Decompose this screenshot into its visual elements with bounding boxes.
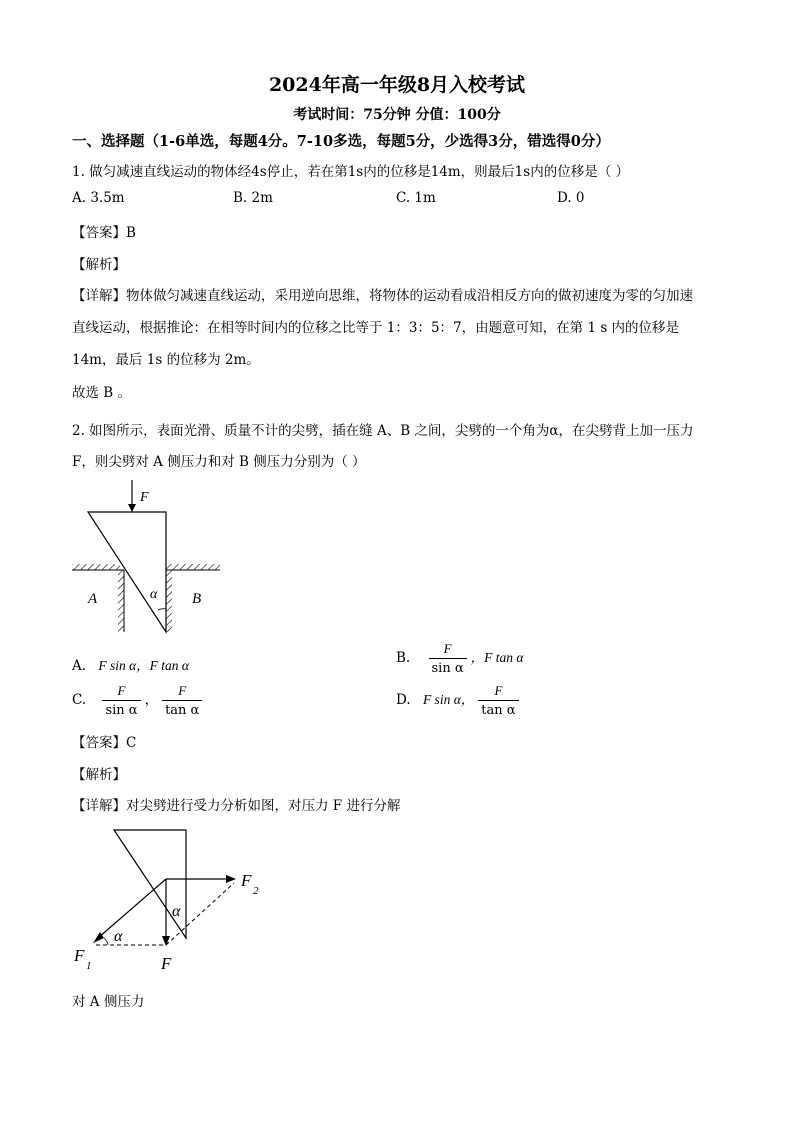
q2-option-b <box>396 642 523 675</box>
f1-arrow <box>98 879 166 938</box>
f1-label: F <box>74 946 85 965</box>
q1-option-a: A. 3.5m <box>72 190 125 206</box>
q2-option-c-numerator-2: F <box>178 683 187 698</box>
angle-arc-bottom <box>104 938 108 945</box>
q2-stem-line-2: F，则尖劈对 A 侧压力和对 B 侧压力分别为（ ） <box>72 454 366 470</box>
q2-option-d-fraction <box>478 684 518 717</box>
force-label: F <box>140 490 149 505</box>
q1-answer: 【答案】B <box>72 225 136 241</box>
q2-option-c-label: C. <box>72 692 87 708</box>
q2-option-b-label: B. <box>396 650 411 666</box>
q2-option-a-text: F sin α，F tan α <box>98 658 190 673</box>
force-decomposition-figure <box>66 826 276 974</box>
q2-option-c-denominator-1: sin α <box>102 700 140 717</box>
q2-option-d <box>396 684 523 717</box>
wall-b-label: B <box>192 591 202 607</box>
q2-option-c <box>72 684 206 717</box>
exam-info: 考试时间：75分钟 分值：100分 <box>293 107 501 123</box>
q1-conclusion: 故选 B 。 <box>72 385 132 401</box>
q1-detail-line-1: 【详解】物体做匀减速直线运动，采用逆向思维，将物体的运动看成沿相反方向的做初速度为零的匀加速 <box>72 288 693 304</box>
q2-option-d-text: F sin α， <box>422 692 475 707</box>
q2-option-c-fraction-2 <box>162 684 202 717</box>
q1-analysis-label: 【解析】 <box>72 257 126 273</box>
force-arrow-head <box>128 504 136 512</box>
angle-label-middle: α <box>172 903 181 920</box>
f2-arrow-head <box>226 875 236 883</box>
f1-subscript: 1 <box>86 960 92 972</box>
q2-stem-line-1: 2. 如图所示，表面光滑、质量不计的尖劈，插在缝 A、B 之间，尖劈的一个角为α，在尖劈背上加一压力 <box>72 423 694 439</box>
q2-option-a <box>72 654 189 674</box>
q2-answer: 【答案】C <box>72 735 137 751</box>
q2-option-a-label: A. <box>72 658 87 674</box>
q2-detail: 【详解】对尖劈进行受力分析如图，对压力 F 进行分解 <box>72 798 401 814</box>
q1-stem: 1. 做匀减速直线运动的物体经4s停止，若在第1s内的位移是14m，则最后1s内的位移是（ ） <box>72 164 629 180</box>
q2-option-d-label: D. <box>396 692 411 708</box>
q2-option-c-numerator-1: F <box>117 683 126 698</box>
f2-label: F <box>241 871 252 890</box>
wedge-outline <box>114 830 186 938</box>
q2-option-b-fraction <box>429 642 467 675</box>
f-label: F <box>161 954 172 973</box>
wedge-figure <box>66 478 226 636</box>
q2-option-c-denominator-2: tan α <box>162 700 202 717</box>
q2-tail-text: 对 A 侧压力 <box>72 994 145 1010</box>
f2-subscript: 2 <box>253 885 259 897</box>
angle-label-bottom: α <box>114 928 123 945</box>
q2-analysis-label: 【解析】 <box>72 767 126 783</box>
angle-label: α <box>150 587 158 602</box>
right-wall-top-hatch <box>166 564 220 570</box>
q1-option-d: D. 0 <box>557 190 585 206</box>
q2-option-c-separator: ， <box>144 692 159 708</box>
q1-option-b: B. 2m <box>233 190 273 206</box>
q2-option-b-numerator: F <box>443 641 452 656</box>
q2-option-c-fraction-1 <box>102 684 140 717</box>
left-wall-side-hatch <box>118 570 124 632</box>
q2-option-d-numerator: F <box>494 683 503 698</box>
left-wall-top-hatch <box>72 564 120 570</box>
page-title: 2024年高一年级8月入校考试 <box>268 74 526 96</box>
q2-option-d-denominator: tan α <box>478 700 518 717</box>
wedge <box>88 512 166 632</box>
right-wall-side-hatch <box>166 570 172 632</box>
q2-option-b-rest: ，F tan α <box>470 650 524 665</box>
section-heading: 一、选择题（1-6单选，每题4分。7-10多选，每题5分，少选得3分，错选得0分） <box>72 133 610 150</box>
q1-option-c: C. 1m <box>396 190 436 206</box>
q1-detail-line-3: 14m，最后 1s 的位移为 2m。 <box>72 352 260 368</box>
q2-option-b-denominator: sin α <box>429 658 467 675</box>
wall-a-label: A <box>88 591 98 607</box>
q1-detail-line-2: 直线运动，根据推论：在相等时间内的位移之比等于 1：3：5：7，由题意可知，在第 1 s 内的位移是 <box>72 320 680 336</box>
